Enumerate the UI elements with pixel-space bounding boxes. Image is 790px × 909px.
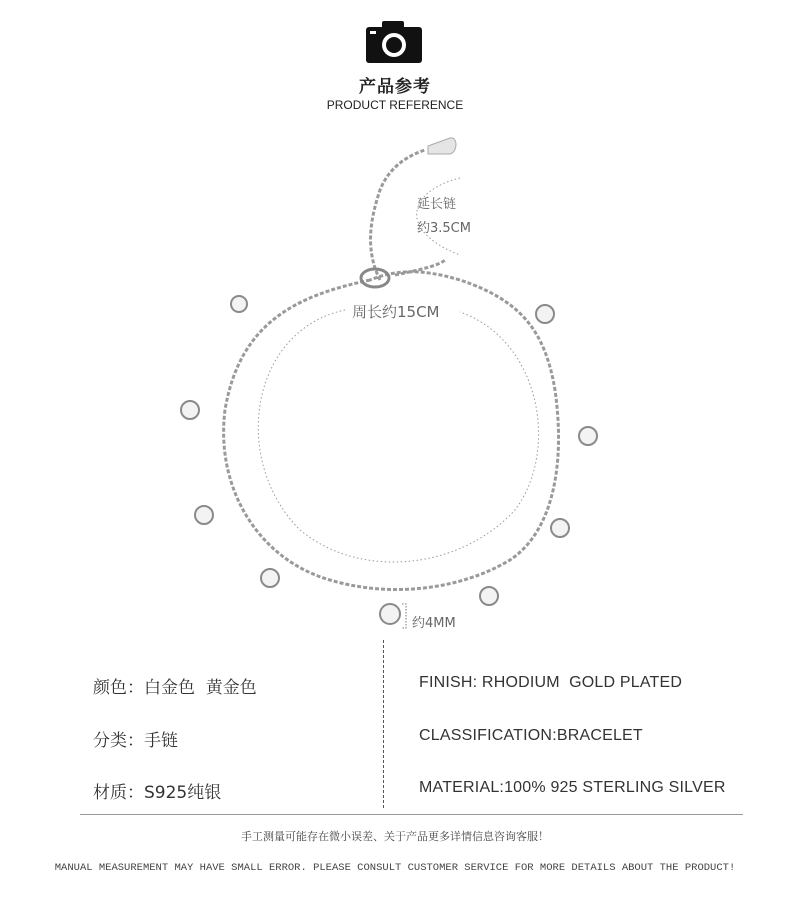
spec-class [93,726,178,751]
spec-color-label: 颜色： [93,678,144,698]
circumference-guide [258,310,538,562]
footer-note-cn: 手工测量可能存在微小误差、关于产品更多详情信息咨询客服！ [241,830,549,843]
section-title-en: PRODUCT REFERENCE [326,98,464,112]
spec-classification-en: CLASSIFICATION:BRACELET [419,727,643,744]
spec-class-value: 手链 [144,731,178,751]
circumference-label: 周长约15CM [352,303,440,321]
footer-divider [80,814,743,815]
spec-color-value: 白金色 黄金色 [144,678,257,698]
column-divider [383,640,384,808]
charms [181,296,597,624]
spec-material [93,778,221,803]
spec-class-label: 分类： [93,731,144,751]
spec-color [93,673,257,698]
spec-finish-en: FINISH: RHODIUM GOLD PLATED [419,674,683,691]
spec-material-value: S925纯银 [144,783,222,803]
charm-size-label: 约4MM [412,616,456,631]
bracelet-illustration [0,130,790,640]
section-title-cn: 产品参考 [359,77,431,97]
camera-icon [366,19,422,63]
spec-material-label: 材质： [93,783,144,803]
extension-length: 约3.5CM [417,221,471,236]
extension-label: 延长链 [417,197,457,212]
footer-note-en: MANUAL MEASUREMENT MAY HAVE SMALL ERROR. PLEASE CONSULT CUSTOMER SERVICE FOR MORE DETAILS ABOUT THE PRODUCT! [54,862,736,874]
spec-material-en: MATERIAL:100% 925 STERLING SILVER [419,779,726,796]
end-tag [428,138,456,154]
